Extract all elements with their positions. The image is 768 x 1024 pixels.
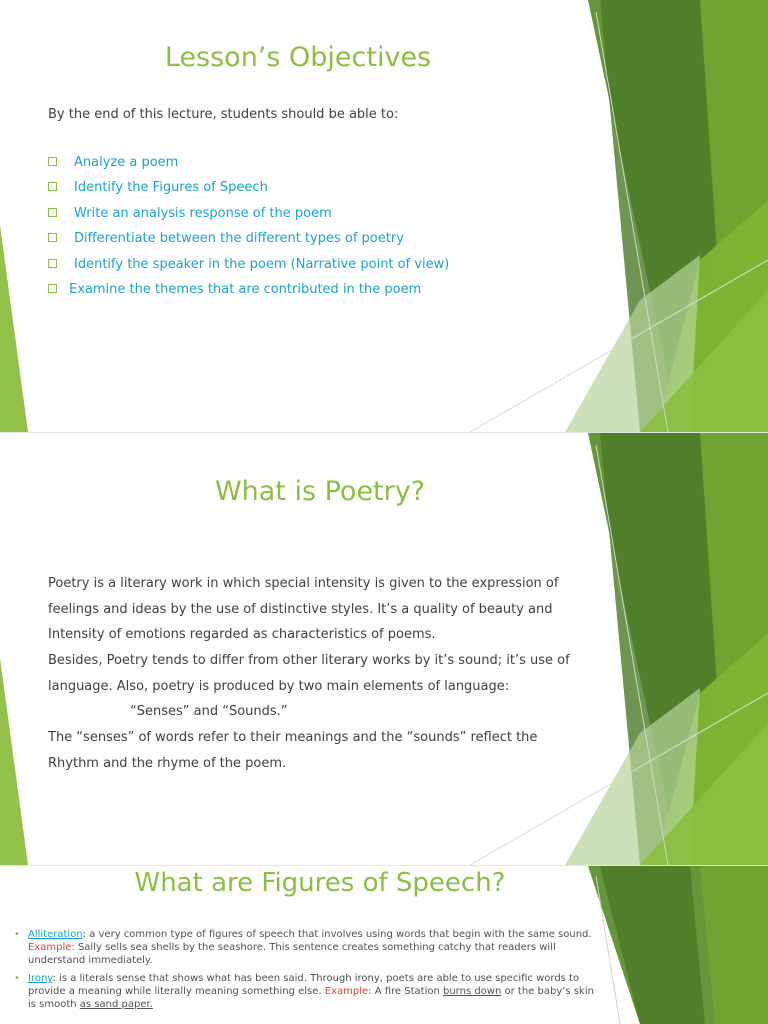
square-bullet-icon: [48, 259, 57, 268]
text-line: The “senses” of words refer to their meanings and the “sounds” reflect the: [48, 730, 538, 746]
text-line: Besides, Poetry tends to differ from other literary works by it’s sound; it’s use of: [48, 653, 570, 669]
figures-of-speech-list: [14, 929, 594, 1018]
slide-title: What are Figures of Speech?: [134, 868, 506, 898]
term-link[interactable]: Irony: [28, 973, 53, 985]
square-bullet-icon: [48, 182, 57, 191]
list-item: • Alliteration: a very common type of figures of speech that involves using words that begin with the same sound. Example: Sally sells sea shells by the seashore. This sentence creates something catchy that readers will understand immediately.: [14, 929, 592, 966]
square-bullet-icon: [48, 208, 57, 217]
bullet-icon: •: [14, 929, 20, 940]
list-item: Identify the Figures of Speech: [48, 180, 568, 205]
list-item: Analyze a poem: [48, 155, 568, 180]
bullet-icon: •: [14, 973, 20, 985]
square-bullet-icon: [48, 284, 57, 293]
intro-text: By the end of this lecture, students should be able to:: [48, 107, 399, 122]
list-item: Write an analysis response of the poem: [48, 206, 568, 231]
text-line: “Senses” and “Sounds.”: [130, 704, 288, 720]
objectives-list: [48, 155, 568, 307]
list-item: Differentiate between the different types of poetry: [48, 231, 568, 256]
list-item: Examine the themes that are contributed in the poem: [48, 282, 568, 307]
text-line: Intensity of emotions regarded as characteristics of poems.: [48, 627, 436, 643]
slide-title: Lesson’s Objectives: [164, 42, 432, 73]
slide-title: What is Poetry?: [214, 476, 426, 507]
slide-objectives: [0, 0, 768, 432]
text-line: feelings and ideas by the use of distinctive styles. It’s a quality of beauty and: [48, 601, 553, 617]
list-item: • Irony: is a literals sense that shows what has been said. Through irony, poets are able to use specific words to provide a meaning while literally meaning something else. Example: A fire Station burns down or the baby’s skin is smooth as sand paper.: [14, 973, 594, 1010]
square-bullet-icon: [48, 157, 57, 166]
text-line: Rhythm and the rhyme of the poem.: [48, 755, 287, 771]
poetry-definition-text: [48, 576, 568, 782]
square-bullet-icon: [48, 233, 57, 242]
text-line: Poetry is a literary work in which special intensity is given to the expression of: [48, 576, 559, 591]
list-item: Identify the speaker in the poem (Narrative point of view): [48, 257, 568, 282]
text-line: language. Also, poetry is produced by two main elements of language:: [48, 678, 510, 694]
term-link[interactable]: Alliteration: [28, 929, 83, 940]
